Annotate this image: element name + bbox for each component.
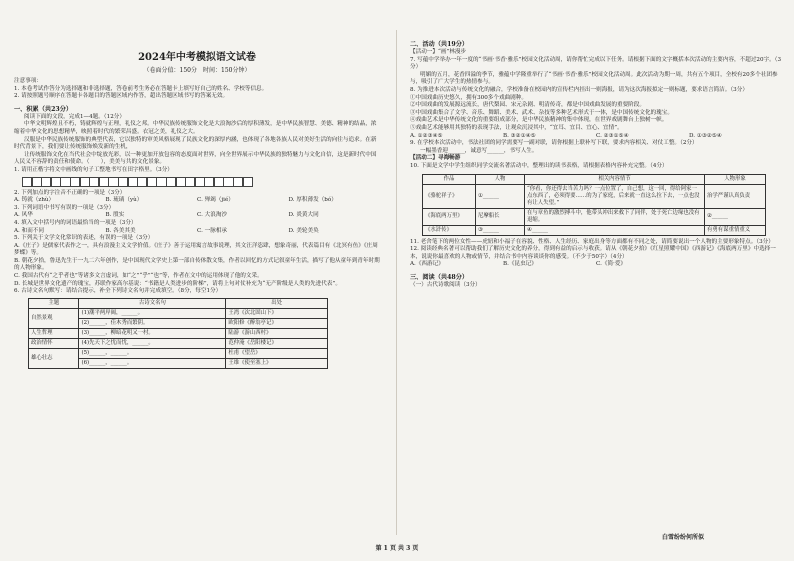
option[interactable]: D. 炎黄大同 [288,212,319,219]
question-5: 5. 下列关于文学文化常识的表述，有误的一项是（3分） [14,235,154,242]
table-header: 人物形象 [705,174,766,184]
option[interactable]: D. ①③②⑤④ [689,132,722,139]
q7-text: 明媚的五月，花香四溢的季节，雅蕴中学隆重举行了“书画·书香·雅乐”校园文化活动周。此次活动为期一周，共有五个项目，全校有20多个社团参与，吸引了广大学生的热情参与。 [410,71,778,86]
q8-line: ①中国戏曲历史悠久，拥有300多个戏曲剧种。 [410,94,527,101]
part3-heading: 三、阅读（共48分） [410,273,469,281]
q5-option[interactable]: B. 朝花夕拾，鲁迅先生于一九二六年创作，是中国现代文学史上第一部自传体散文集，作者以回忆的方式记叙童年生活，描写了他从童年到青年时期的人物形象。 [14,257,380,272]
line-cell[interactable]: (1)潮平两岸阔，______。 [79,308,226,318]
line-cell[interactable]: (5)______，______。 [79,348,226,358]
question-4: 4. 填入文中括号内的词语最恰当的一项是（3分） [14,219,137,226]
image-cell: 治学严谨认真负责 [705,184,766,208]
part2-heading: 二、活动（共19分） [410,41,469,48]
part1-intro: 阅读下面的文段，完成1—4题。（12分） [24,113,125,120]
theme-cell: 人生哲理 [29,328,79,338]
option[interactable]: B. ③②①④⑤ [503,132,536,139]
passage-paragraph: 让传统服饰文化在当代社会中绽放光彩，以一种更加开放包容的态度面对世界，向全世界展示中华民族的独特魅力与文化自信，这是新时代中国人民义不容辞的责任和使命。（ ），美美与共的文化景象。 [14,151,377,166]
plot-cell: 在与章鱼的激烈搏斗中，他带头冲出来救下了同伴，处于死亡边缘也没有退缩。 [525,208,705,225]
question-8: 8. 为推进本次活动与传统文化的融合，学校准备在校园内的宣传栏内挂出一则海报，请为这次海报拟定一则标题，要求语言简洁。（3分） [410,86,748,93]
option[interactable]: A.《西游记》 [410,261,444,268]
question-3: 3. 下列词语中书写有误的一项是（3分） [14,204,115,211]
option[interactable]: A. 风华 [14,212,33,219]
question-10: 10. 下面是文学中学生组织同学交流名著活动中，整理出的读书表格，请根据表格内容补充完整。（4分） [410,162,668,169]
note-item: 2. 请按照题号顺序在答题卡各题目的答题区域内作答，超出答题区域书写的答案无效。 [14,93,229,100]
handwritten-signature: 白雪纷纷何所似 [662,534,705,541]
q2-options [14,197,380,205]
table-header: 人物 [476,174,525,184]
page-footer: 第 1 页 共 3 页 [375,545,419,552]
person-cell: 尼摩船长 [476,208,525,225]
image-cell: 有勇有谋重情重义 [705,225,766,235]
grid-cell[interactable] [243,177,253,187]
option[interactable]: A. 和而不同 [14,227,44,234]
table-row [423,184,766,208]
exam-meta: （卷面分值：150分 时间：150分钟） [143,67,251,74]
q5-option[interactable]: D. 长城是世界文化遗产的瑰宝，苏联作家高尔基说：“书籍是人类进步的阶梯”，请将上句对仗补充为“无产阶级是人类的先进代表”。 [14,280,341,287]
note-item: 1. 本卷考试作答分为选择题和非选择题，答卷前考生务必在答题卡上填写好自己的姓名、学校等信息。 [14,85,268,92]
table-row [423,225,766,235]
option[interactable]: C.《简·爱》 [596,261,627,268]
q4-options [14,228,380,236]
person-cell[interactable]: ③______ [476,225,525,235]
source-cell: 范仲淹《岳阳楼记》 [226,338,328,348]
part1-heading: 一、积累（共23分） [14,105,73,113]
option[interactable]: D. 美轮美奂 [288,227,319,234]
activity1-title: 【活动一】“画”林漫步 [410,49,467,55]
plot-cell: “你看，你还得去当苦力吗？一点位置了，自己想，这一回，得给阿家一点东西了，必须得要……的为了家庭，后来就一直这么拉下去，一点也没有让人失望。” [525,184,705,208]
table-row [29,328,328,338]
q9-line[interactable]: 一幅墨香迎______，诚意写______，书写人生。 [420,147,538,154]
option[interactable]: D. 厚积薄发（bó） [288,197,337,204]
line-cell[interactable]: (6)______，______。 [79,358,226,368]
q8-line: ③中国戏曲集合了文学、音乐、舞蹈、美术、武术、杂技等多种艺术形式于一体，是中国传统文化的瑰宝。 [410,109,673,116]
line-cell[interactable]: (4)先天下之忧而忧，______。 [79,338,226,348]
writing-grid[interactable] [22,177,380,187]
q12-options [410,261,782,269]
passage-paragraph: 汉服是中华民族传统服饰的典型代表，它以独特的审美风格展现了民族文化的深厚内涵，也体现了各地各族人民对美好生活的向往与追求。在新时代背景下，我们要让传统服饰焕发新的生机， [14,136,377,151]
poem-table [28,298,328,369]
q5-option[interactable]: A.《庄子》是儒家代表作之一，具有浪漫主义文学价值。《庄子》善于运用寓言故事说理，其文汪洋恣肆，想象奇丽，代表篇目有《北冥有鱼》《庄周梦蝶》等。 [14,242,378,257]
option[interactable]: B. 各美其美 [105,227,136,234]
notes-heading: 注意事项： [14,78,42,84]
q3-options [14,212,380,220]
source-cell: 王湾《次北固山下》 [226,308,328,318]
option[interactable]: B. 殷实 [105,212,125,219]
theme-cell: 政治情怀 [29,338,79,348]
exam-title: 2024年中考模拟语文试卷 [138,52,256,63]
theme-cell: 自然景观 [29,308,79,328]
q8-line: ④戏曲艺术是中华传统文化的重要组成部分，是中华民族精神的集中体现，在世界戏剧舞台上独树一帜。 [410,117,668,124]
question-2: 2. 下列加点的字注音不正确的一项是（3分） [14,189,126,196]
activity2-title: 【活动二】寻海畅游 [410,155,461,162]
table-header: 主题 [29,298,79,308]
source-cell: 陆游《游山西村》 [226,328,328,338]
option[interactable]: B.《昆虫记》 [503,261,537,268]
person-cell[interactable]: ①______ [476,184,525,208]
source-cell: 欧阳修《醉翁亭记》 [226,318,328,328]
table-row [29,348,328,358]
table-header: 出处 [226,298,328,308]
option[interactable]: A. 铸就（zhù） [14,197,55,204]
option[interactable]: B. 琉璃（yù） [105,197,143,204]
left-column [14,36,380,371]
question-7: 7. 写蕴中学举办一年一度的“书画·书香·雅乐”校园文化活动周，请你帮忙完成以下任务。请根据下面的文字概括本次活动的主要内容，不超过20字。（3分） [410,56,782,71]
work-cell: 《骆驼祥子》 [423,184,476,208]
line-cell[interactable]: (2)______，佳木秀而繁阴。 [79,318,226,328]
q8-line: ②中国戏曲的发展源远流长，唐代梨园、宋元杂剧、明清传奇，都是中国戏曲发展的重要阶段。 [410,102,645,109]
passage-paragraph: 中华文明辉煌且不朽，铸就辉煌与正理，礼仪之邦。中华民族传统服饰文化是大浪淘沙后的厚积薄发，是中华民族智慧、美德、精神的结晶，浓缩着中华文化的思想精华，映照着时代的繁荣昌盛。衣冠之美，礼仪之大。 [14,121,377,135]
works-table [422,174,766,236]
question-1: 1. 请用正楷字将文中画线的句子工整地书写在田字格里。（3分） [14,166,173,173]
work-cell: 《海底两万里》 [423,208,476,225]
theme-cell: 雄心壮志 [29,348,79,368]
q8-options [410,133,782,141]
right-column [410,36,782,289]
table-header: 相关内容情节 [525,174,705,184]
source-cell: 王维《使至塞上》 [226,358,328,368]
q5-option[interactable]: C. 我国古代有“之乎者也”等诸多文言虚词，如“之”“乎”“也”等，作者在文中的运用体现了他的文采。 [14,273,263,280]
line-cell[interactable]: (3)______，柳暗花明又一村。 [79,328,226,338]
image-cell[interactable]: ②______ [705,208,766,225]
table-row [423,208,766,225]
table-row [29,308,328,318]
part3-sub: （一）古代诗歌阅读（3分） [410,281,481,288]
table-row [29,338,328,348]
table-header: 古诗文名句 [79,298,226,308]
option[interactable]: C. ②③①⑤④ [596,132,629,139]
option[interactable]: C. 一脉相承 [197,227,228,234]
question-11: 11. 老舍笔下的两位女性——虎妞和小福子在容貌、性格、人生经历、家庭出身等方面都有不同之处，请简要说出一个人物的主要形象特点。（3分） [410,238,774,245]
q8-line: ⑤戏曲艺术能够用其独特的表现手法，让观众沉浸其中，“宜耳、宜目、宜心、宜情”。 [410,124,623,131]
option[interactable]: C. 大浪淘沙 [197,212,228,219]
option[interactable]: A. ①②③④⑤ [410,132,443,139]
question-12: 12. 阅读经典名著可以帮助我们了解历史文化的养分，得到有益的启示与收获。请从《朝花夕拾》《红星照耀中国》《西游记》《海底两万里》中选择一本，说说你最喜欢的人物或情节，并结合书中内容谈谈你的感受。（不少于50字）（4分） [410,246,776,260]
source-cell: 杜甫《望岳》 [226,348,328,358]
table-header: 作品 [423,174,476,184]
question-9: 9. 在学校本次活动中，书法社团的同学需要写一副对联，请你根据上联补写下联，要求内容相关、对仗工整。（2分） [410,140,698,147]
question-6: 6. 古诗文名句默写：请结合提示，补全下列诗文名句并完成填空。（8分，每空1分） [14,288,222,295]
column-divider [396,30,397,535]
option[interactable]: C. 殚竭（jié） [197,197,234,204]
work-cell: 《水浒传》 [423,225,476,235]
plot-cell[interactable]: ④______ [525,225,705,235]
